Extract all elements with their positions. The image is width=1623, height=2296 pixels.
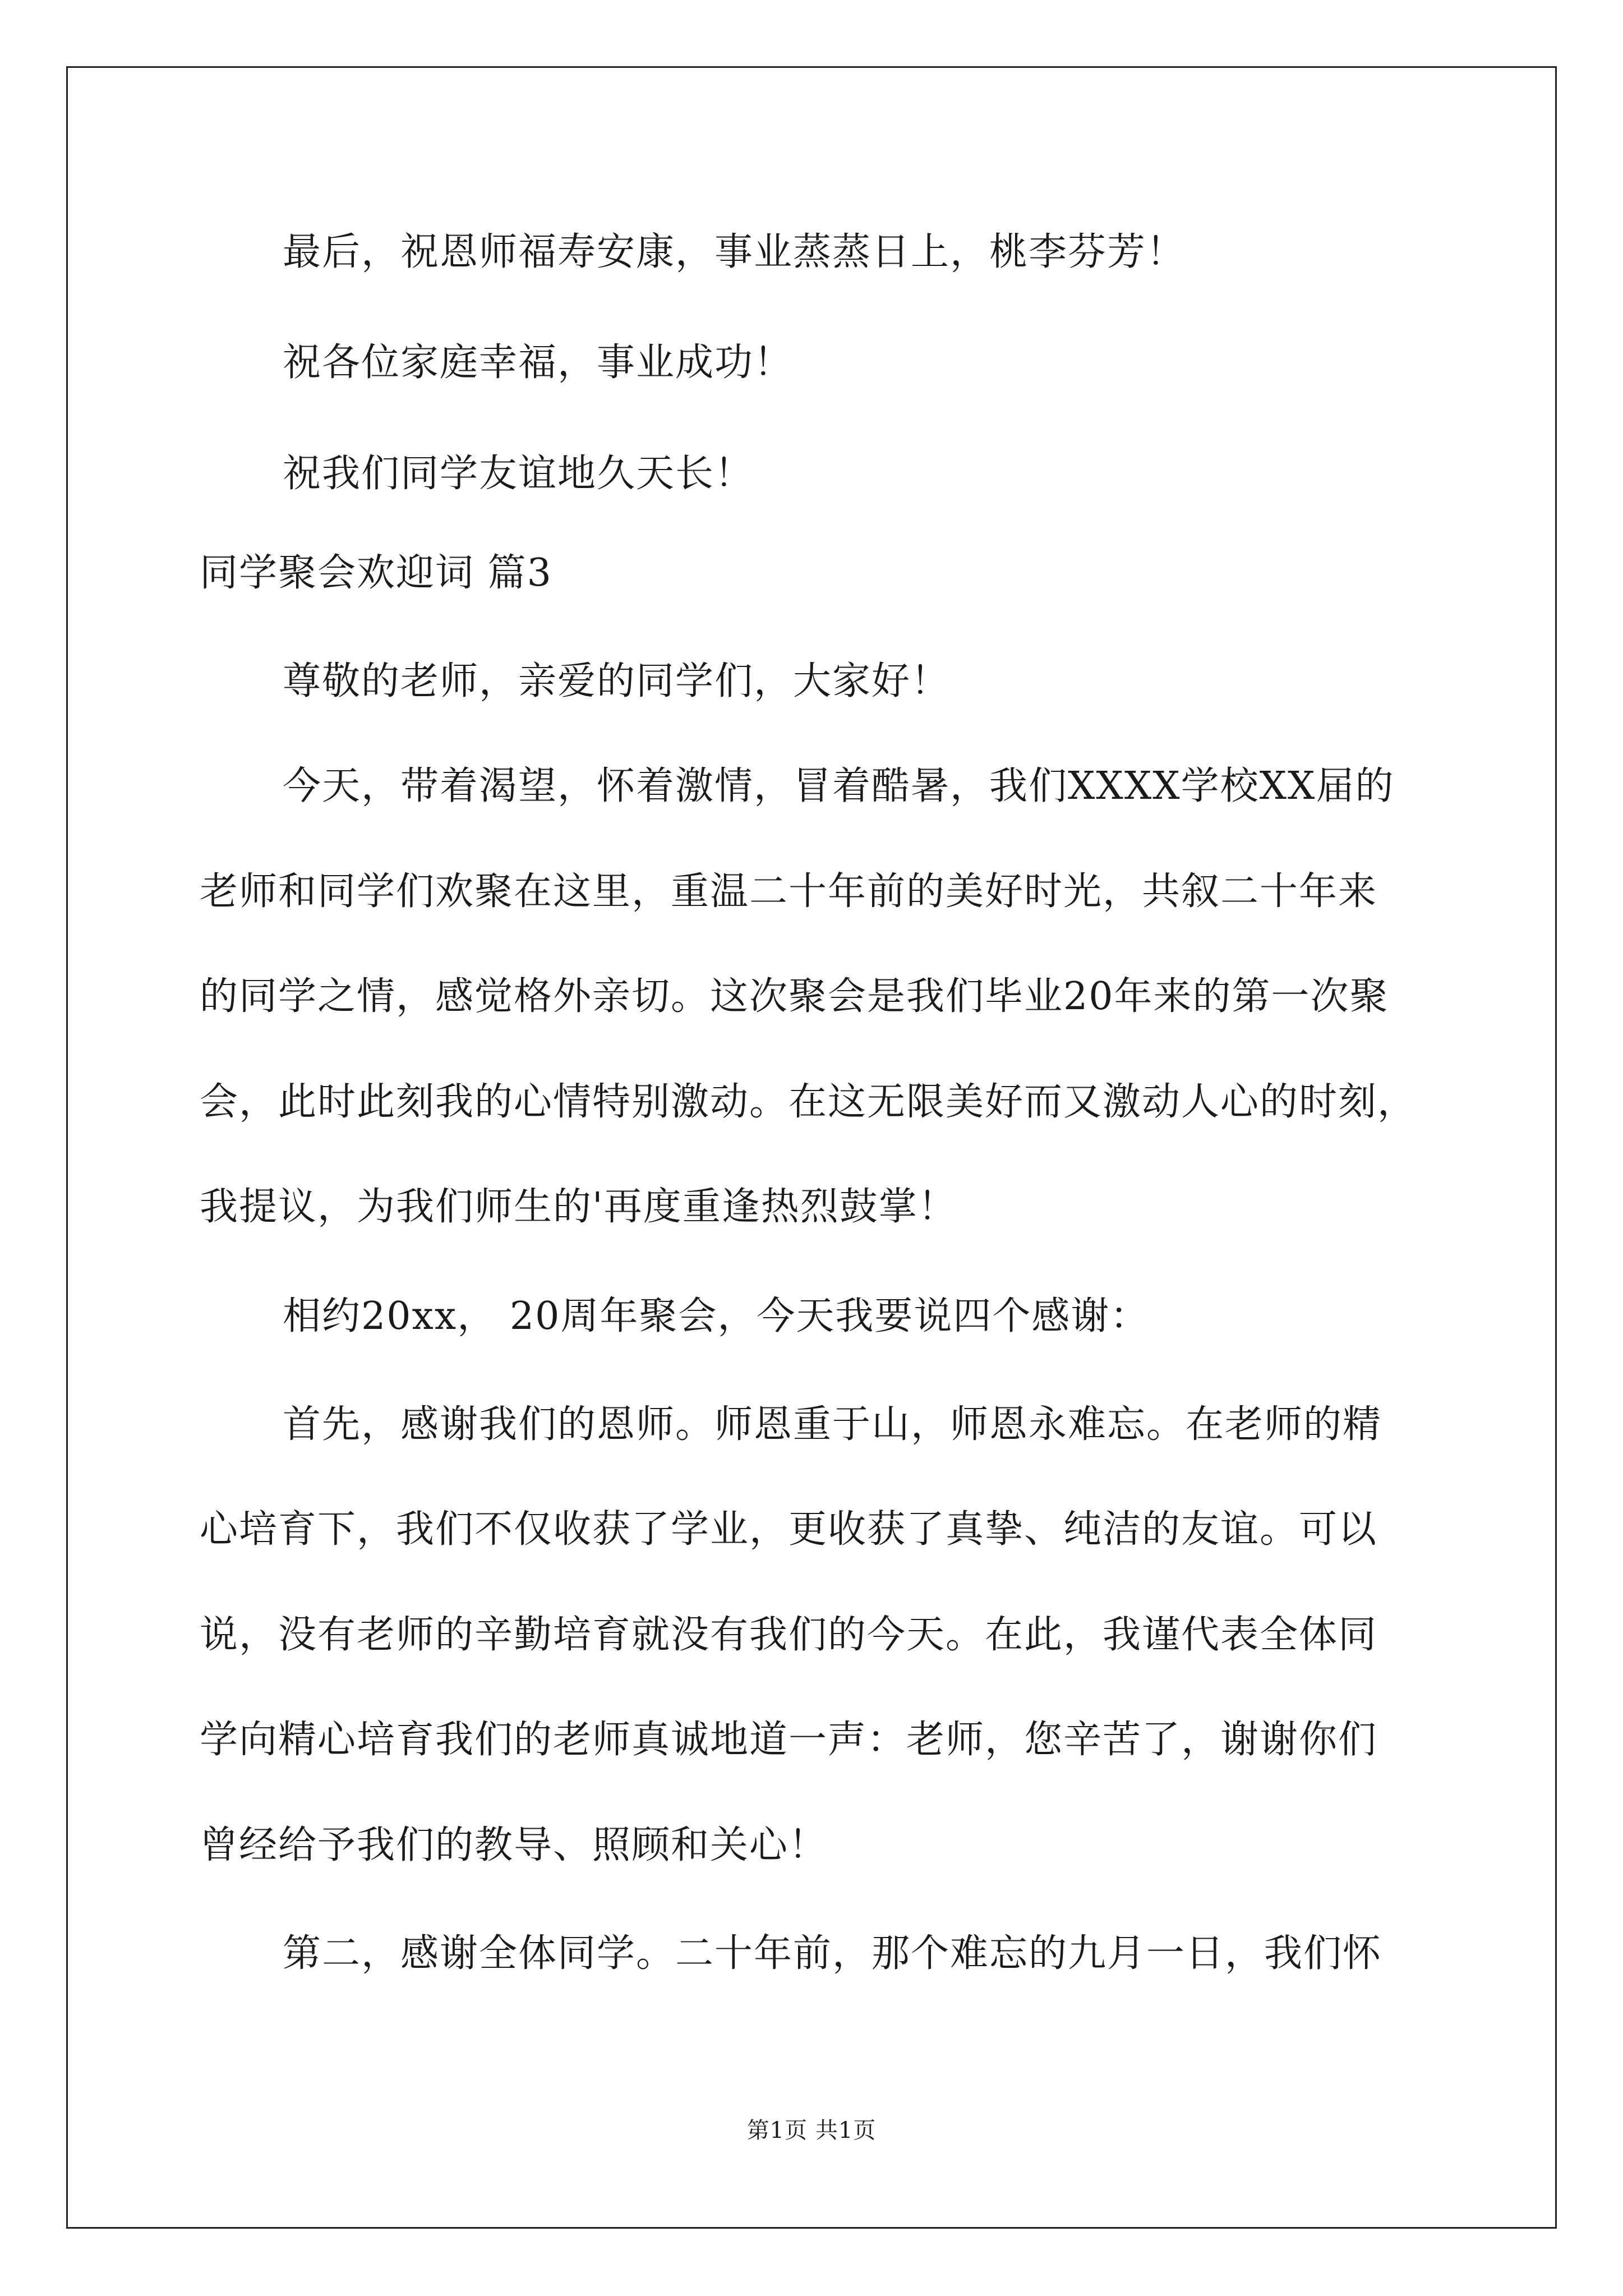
paragraph-line: 学向精心培育我们的老师真诚地道一声：老师，您辛苦了，谢谢你们 xyxy=(200,1718,1378,1762)
paragraph-line: 最后，祝恩师福寿安康，事业蒸蒸日上，桃李芬芳！ xyxy=(283,230,1186,274)
paragraph-line: 祝我们同学友谊地久天长！ xyxy=(283,452,754,496)
paragraph-line: 今天，带着渴望，怀着激情，冒着酷暑，我们XXXX学校XX届的 xyxy=(283,764,1395,808)
paragraph-line: 祝各位家庭幸福，事业成功！ xyxy=(283,341,794,385)
paragraph-line: 首先，感谢我们的恩师。师恩重于山，师恩永难忘。在老师的精 xyxy=(283,1402,1382,1447)
page-footer: 第1页 共1页 xyxy=(746,2118,877,2143)
section-heading: 同学聚会欢迎词 篇3 xyxy=(200,551,552,595)
paragraph-line: 相约20xx， 20周年聚会，今天我要说四个感谢： xyxy=(283,1294,1150,1338)
paragraph-line: 老师和同学们欢聚在这里，重温二十年前的美好时光，共叙二十年来 xyxy=(200,869,1378,914)
paragraph-line: 说，没有老师的辛勤培育就没有我们的今天。在此，我谨代表全体同 xyxy=(200,1613,1378,1657)
paragraph-line: 曾经给予我们的教导、照顾和关心！ xyxy=(200,1823,828,1867)
paragraph-line: 心培育下，我们不仅收获了学业，更收获了真挚、纯洁的友谊。可以 xyxy=(200,1507,1378,1552)
paragraph-line: 会，此时此刻我的心情特别激动。在这无限美好而又激动人心的时刻， xyxy=(200,1080,1417,1124)
paragraph-line: 我提议，为我们师生的'再度重逢热烈鼓掌！ xyxy=(200,1185,957,1229)
paragraph-line: 的同学之情，感觉格外亲切。这次聚会是我们毕业20年来的第一次聚 xyxy=(200,974,1389,1019)
paragraph-line: 第二，感谢全体同学。二十年前，那个难忘的九月一日，我们怀 xyxy=(283,1931,1382,1976)
paragraph-line: 尊敬的老师，亲爱的同学们，大家好！ xyxy=(283,659,951,703)
